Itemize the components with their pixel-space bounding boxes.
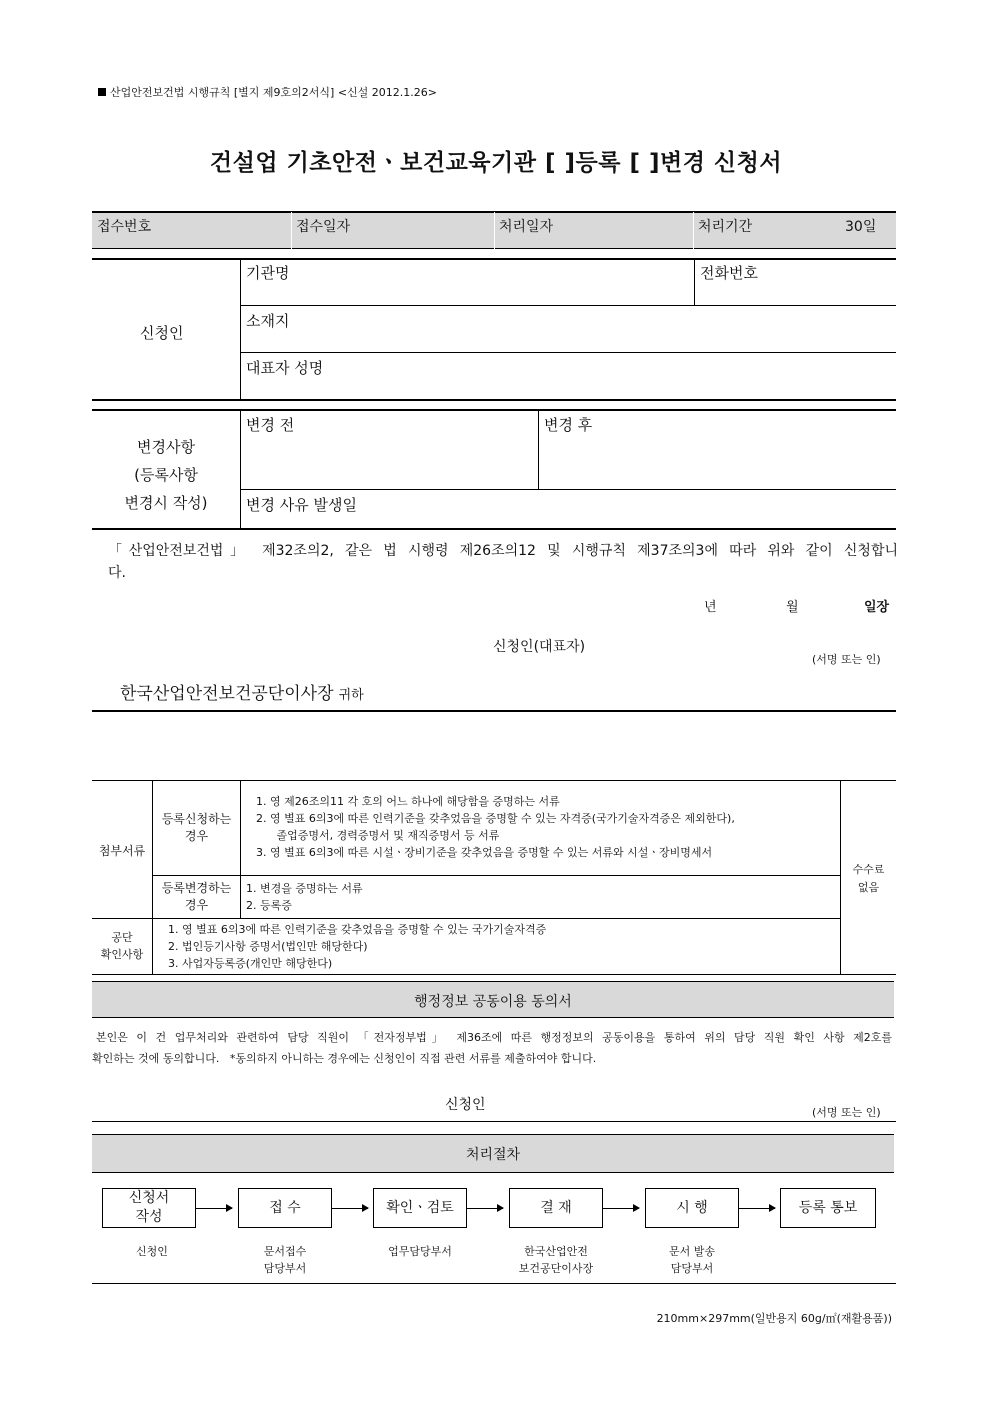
arrow-icon — [739, 1208, 775, 1209]
fee-label — [841, 861, 896, 897]
chg-case-line1: 등록변경하는 — [161, 881, 232, 895]
law-reference-text: 산업안전보건법 시행규칙 [별지 제9호의2서식] <신설 2012.1.26> — [110, 86, 437, 99]
receipt-date-label: 접수일자 — [296, 219, 351, 235]
changes-label-line2: (등록사항 — [134, 466, 198, 484]
step-actor-line: 담당부서 — [263, 1262, 307, 1275]
step-text: 확인ㆍ검토 — [386, 1199, 454, 1216]
step-text: 작성 — [135, 1209, 163, 1225]
paper-spec: 210mm×297mm(일반용지 60g/㎡(재활용품)) — [656, 1312, 892, 1325]
verify-line2: 확인사항 — [100, 948, 144, 961]
step-actor-line: 업무담당부서 — [388, 1245, 452, 1258]
change-docs-list — [246, 880, 363, 914]
recipient-name: 한국산업안전보건공단이사장 — [120, 684, 334, 704]
org-name-label: 기관명 — [246, 264, 290, 282]
step-actor — [370, 1243, 470, 1260]
applicant-section-label: 신청인 — [140, 324, 184, 342]
changes-label-line1: 변경사항 — [137, 438, 195, 456]
step-box-notification — [780, 1188, 876, 1228]
rep-name-label: 대표자 성명 — [246, 359, 324, 377]
verify-item: 1. 영 별표 6의3에 따른 인력기준을 갖추었음을 증명할 수 있는 국가기술자격증 — [168, 923, 547, 936]
square-bullet-icon — [98, 88, 106, 96]
applicant-rep-label: 신청인(대표자) — [493, 639, 586, 655]
sign-note: (서명 또는 인) — [812, 653, 881, 666]
step-text: 등록 통보 — [798, 1199, 858, 1216]
fee-line1: 수수료 — [852, 863, 885, 876]
changes-label-line3: 변경시 작성) — [124, 494, 208, 512]
arrow-icon — [332, 1208, 368, 1209]
statement-text — [108, 540, 898, 584]
verify-item: 2. 법인등기사항 증명서(법인만 해당한다) — [168, 940, 368, 953]
step-actor-line: 담당부서 — [670, 1262, 714, 1275]
step-actor-line: 신청인 — [136, 1245, 168, 1258]
recipient-suffix: 귀하 — [338, 688, 364, 703]
step-actor-line: 문서 발송 — [668, 1245, 715, 1258]
procedure-title: 처리절차 — [465, 1147, 521, 1163]
step-actor — [642, 1243, 742, 1277]
fee-line2: 없음 — [857, 881, 880, 894]
statement-line2: 다. — [108, 565, 126, 581]
step-box-review — [373, 1188, 467, 1228]
chg-doc-item: 1. 변경을 증명하는 서류 — [246, 882, 363, 895]
arrow-icon — [467, 1208, 503, 1209]
statement-line1: 「산업안전보건법」 제32조의2, 같은 법 시행령 제26조의12 및 시행규칙 제37조의3에 따라 위와 같이 신청합니 — [108, 543, 898, 559]
step-text: 시 행 — [676, 1199, 708, 1216]
page-title: 건설업 기초안전ㆍ보건교육기관 [ ]등록 [ ]변경 신청서 — [209, 150, 783, 176]
process-period-label: 처리기간 — [698, 219, 753, 235]
arrow-icon — [603, 1208, 639, 1209]
step-box-application — [102, 1188, 196, 1228]
reg-doc-item: 1. 영 제26조의11 각 호의 어느 하나에 해당함을 증명하는 서류 — [256, 795, 560, 808]
verify-item: 3. 사업자등록증(개인만 해당한다) — [168, 957, 333, 970]
registration-docs-list — [256, 793, 840, 861]
step-actor-line: 보건공단이사장 — [518, 1262, 594, 1275]
consent-line1: 본인은 이 건 업무처리와 관련하여 담당 직원이 「전자정부법」 제36조에 따른 행정정보의 공동이용을 통하여 위의 담당 직원 확인 사항 제2호를 — [96, 1031, 893, 1044]
change-case-label — [153, 880, 240, 914]
consent-applicant-label: 신청인 — [445, 1097, 486, 1113]
step-actor-line: 문서접수 — [263, 1245, 307, 1258]
step-box-receipt — [238, 1188, 332, 1228]
reg-doc-item: 2. 영 별표 6의3에 따른 인력기준을 갖추었음을 증명할 수 있는 자격증(국가기술자격증은 제외한다), — [256, 812, 735, 825]
receipt-number-label: 접수번호 — [97, 219, 152, 235]
arrow-icon — [196, 1208, 232, 1209]
verify-line1: 공단 — [111, 931, 133, 944]
chg-case-line2: 경우 — [184, 898, 209, 912]
recipient — [120, 679, 364, 704]
year-label: 년 — [704, 600, 717, 615]
step-box-execution — [645, 1188, 739, 1228]
step-box-approval — [509, 1188, 603, 1228]
step-actor-line: 한국산업안전 — [524, 1245, 588, 1258]
agency-verify-list — [168, 921, 546, 972]
reg-doc-item: 3. 영 별표 6의3에 따른 시설ㆍ장비기준을 갖추었음을 증명할 수 있는 서류와 시설ㆍ장비명세서 — [256, 846, 713, 859]
changes-section-label — [92, 433, 240, 517]
step-text: 신청서 — [128, 1190, 170, 1206]
form-reference — [98, 84, 437, 100]
reg-case-line2: 경우 — [184, 829, 209, 843]
attachments-label: 첨부서류 — [98, 844, 146, 858]
month-label: 월 — [786, 600, 799, 615]
change-reason-date-label: 변경 사유 발생일 — [246, 496, 357, 514]
step-actor — [235, 1243, 335, 1277]
address-label: 소재지 — [246, 312, 290, 330]
step-text: 접 수 — [269, 1199, 301, 1216]
consent-title: 행정정보 공동이용 동의서 — [414, 994, 572, 1010]
step-text: 결 재 — [540, 1199, 572, 1216]
step-actor — [501, 1243, 611, 1277]
before-change-label: 변경 전 — [246, 416, 295, 434]
after-change-label: 변경 후 — [544, 416, 593, 434]
process-date-label: 처리일자 — [499, 219, 554, 235]
consent-line2: 확인하는 것에 동의합니다. *동의하지 아니하는 경우에는 신청인이 직접 관련 서류를 제출하여야 합니다. — [92, 1052, 597, 1065]
day-label: 일장 — [864, 600, 890, 615]
chg-doc-item: 2. 등록증 — [246, 899, 292, 912]
consent-text — [92, 1027, 892, 1069]
phone-label: 전화번호 — [700, 264, 758, 282]
agency-verify-label — [92, 929, 152, 963]
step-actor — [102, 1243, 202, 1260]
reg-case-line1: 등록신청하는 — [161, 812, 232, 826]
process-period-value: 30일 — [845, 219, 877, 235]
reg-doc-item: 졸업증명서, 경력증명서 및 재직증명서 등 서류 — [266, 829, 500, 842]
consent-sign-note: (서명 또는 인) — [812, 1106, 881, 1119]
registration-case-label — [153, 811, 240, 845]
